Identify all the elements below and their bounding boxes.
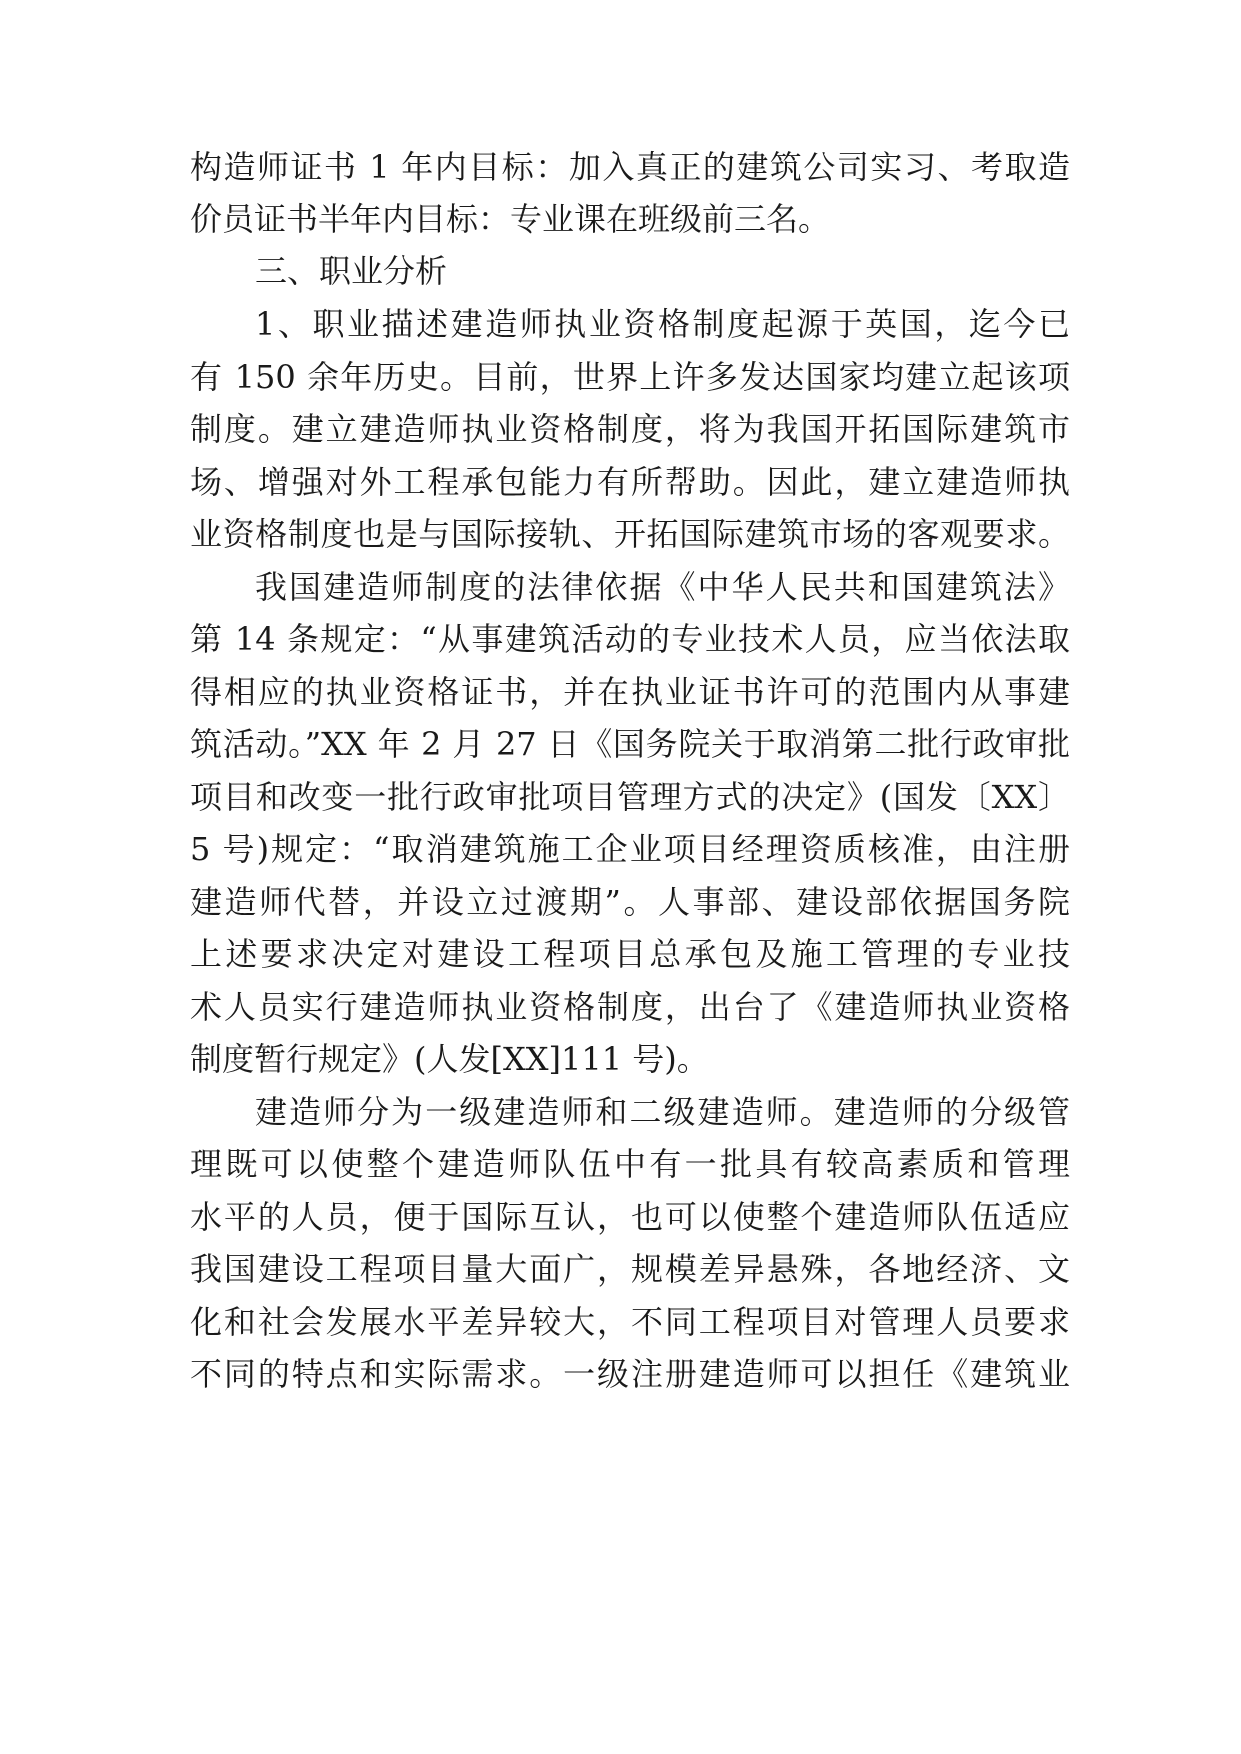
text-line: 术人员实行建造师执业资格制度，出台了《建造师执业资格 bbox=[190, 988, 1070, 1026]
text-line: 制度暂行规定》(人发[XX]111 号)。 bbox=[190, 1040, 709, 1078]
text-line: 5 号)规定：“取消建筑施工企业项目经理资质核准，由注册 bbox=[190, 830, 1070, 868]
text-line: 我国建造师制度的法律依据《中华人民共和国建筑法》 bbox=[255, 568, 1070, 606]
text-line: 水平的人员，便于国际互认，也可以使整个建造师队伍适应 bbox=[190, 1198, 1070, 1236]
text-line: 上述要求决定对建设工程项目总承包及施工管理的专业技 bbox=[190, 935, 1070, 973]
text-line: 场、增强对外工程承包能力有所帮助。因此，建立建造师执 bbox=[190, 463, 1070, 501]
text-line: 有 150 余年历史。目前，世界上许多发达国家均建立起该项 bbox=[190, 358, 1070, 396]
text-line: 建造师代替，并设立过渡期”。人事部、建设部依据国务院 bbox=[190, 883, 1070, 921]
text-line: 第 14 条规定：“从事建筑活动的专业技术人员，应当依法取 bbox=[190, 620, 1070, 658]
text-line: 不同的特点和实际需求。一级注册建造师可以担任《建筑业 bbox=[190, 1355, 1070, 1393]
text-line: 筑活动。”XX 年 2 月 27 日《国务院关于取消第二批行政审批 bbox=[190, 725, 1070, 763]
text-line: 业资格制度也是与国际接轨、开拓国际建筑市场的客观要求。 bbox=[190, 515, 1070, 553]
section-heading: 三、职业分析 bbox=[255, 252, 448, 290]
text-line: 价员证书半年内目标：专业课在班级前三名。 bbox=[190, 200, 831, 238]
text-line: 我国建设工程项目量大面广，规模差异悬殊，各地经济、文 bbox=[190, 1250, 1070, 1288]
text-line: 项目和改变一批行政审批项目管理方式的决定》(国发〔XX〕 bbox=[190, 778, 1070, 816]
text-line: 理既可以使整个建造师队伍中有一批具有较高素质和管理 bbox=[190, 1145, 1070, 1183]
text-line: 1、职业描述建造师执业资格制度起源于英国，迄今已 bbox=[255, 305, 1070, 343]
text-line: 得相应的执业资格证书，并在执业证书许可的范围内从事建 bbox=[190, 673, 1070, 711]
text-line: 化和社会发展水平差异较大，不同工程项目对管理人员要求 bbox=[190, 1303, 1070, 1341]
text-line: 制度。建立建造师执业资格制度，将为我国开拓国际建筑市 bbox=[190, 410, 1070, 448]
text-line: 建造师分为一级建造师和二级建造师。建造师的分级管 bbox=[255, 1093, 1070, 1131]
text-line: 构造师证书 1 年内目标：加入真正的建筑公司实习、考取造 bbox=[190, 148, 1070, 186]
